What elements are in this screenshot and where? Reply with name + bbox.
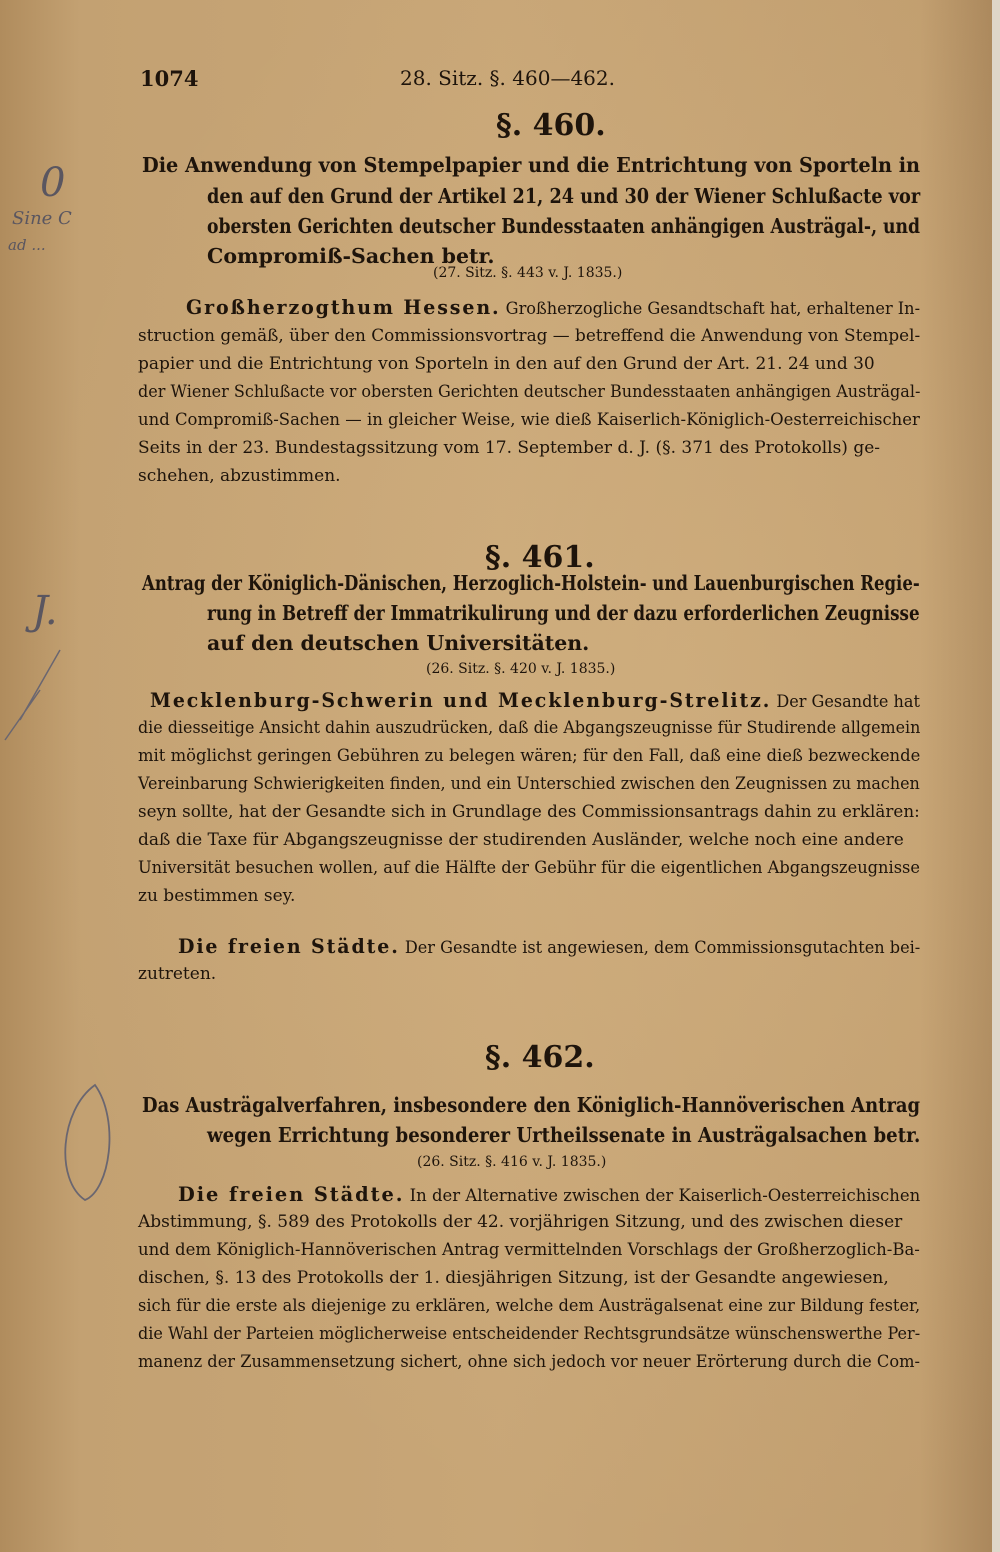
paragraph-line: Der Gesandte ist angewiesen, dem Commissionsgutachten bei- bbox=[404, 938, 921, 958]
speaker: Die freien Städte. bbox=[178, 934, 400, 958]
section-number: §. 462. bbox=[485, 1040, 595, 1075]
section-number: §. 460. bbox=[496, 108, 606, 143]
paragraph-first-line bbox=[150, 690, 920, 711]
speaker: Die freien Städte. bbox=[178, 1182, 405, 1206]
paragraph-line: sich für die erste als diejenige zu erklären, welche dem Austrägalsenat eine zur Bildung fester, bbox=[138, 1296, 921, 1316]
margin-note: ad ... bbox=[8, 236, 46, 254]
section-title-line: wegen Errichtung besonderer Urtheilssenate in Austrägalsachen betr. bbox=[207, 1123, 921, 1147]
page-number: 1074 bbox=[140, 66, 199, 91]
paragraph-line: zutreten. bbox=[138, 964, 217, 984]
paragraph-first-line bbox=[186, 297, 920, 318]
section-number: §. 461. bbox=[485, 540, 595, 575]
section-title-line: obersten Gerichten deutscher Bundesstaaten anhängigen Austrägal-, und bbox=[207, 214, 921, 238]
citation: (27. Sitz. §. 443 v. J. 1835.) bbox=[433, 265, 623, 281]
paragraph-line: In der Alternative zwischen der Kaiserlich-Oesterreichischen bbox=[409, 1186, 921, 1206]
paragraph-line: die Wahl der Parteien möglicherweise entscheidender Rechtsgrundsätze wünschenswerthe Per- bbox=[138, 1324, 921, 1344]
paragraph-line: mit möglichst geringen Gebühren zu belegen wären; für den Fall, daß eine dieß bezweckende bbox=[138, 746, 921, 766]
paragraph-line: zu bestimmen sey. bbox=[138, 886, 296, 906]
paragraph-line: dischen, §. 13 des Protokolls der 1. diesjährigen Sitzung, ist der Gesandte angewiesen, bbox=[138, 1268, 889, 1288]
speaker: Mecklenburg-Schwerin und Mecklenburg-Strelitz. bbox=[150, 688, 772, 712]
paragraph-line: Der Gesandte hat bbox=[776, 692, 920, 712]
section-title-line: rung in Betreff der Immatrikulirung und der dazu erforderlichen Zeugnisse bbox=[207, 601, 920, 625]
paragraph-line: Universität besuchen wollen, auf die Hälfte der Gebühr für die eigentlichen Abgangszeugnisse bbox=[138, 858, 920, 878]
section-title-line: auf den deutschen Universitäten. bbox=[207, 631, 590, 655]
section-title-line: den auf den Grund der Artikel 21, 24 und 30 der Wiener Schlußacte vor bbox=[207, 184, 921, 208]
paragraph-line: Vereinbarung Schwierigkeiten finden, und ein Unterschied zwischen den Zeugnissen zu machen bbox=[138, 774, 920, 794]
paragraph-line: seyn sollte, hat der Gesandte sich in Grundlage des Commissionsantrags dahin zu erklären: bbox=[138, 802, 920, 822]
section-title-line: Das Austrägalverfahren, insbesondere den Königlich-Hannöverischen Antrag bbox=[142, 1093, 921, 1117]
citation: (26. Sitz. §. 416 v. J. 1835.) bbox=[417, 1154, 607, 1170]
paragraph-line: der Wiener Schlußacte vor obersten Gerichten deutscher Bundesstaaten anhängigen Austrägal- bbox=[138, 382, 921, 402]
paragraph-line: und Compromiß-Sachen — in gleicher Weise, wie dieß Kaiserlich-Königlich-Oesterreichischer bbox=[138, 410, 920, 430]
citation: (26. Sitz. §. 420 v. J. 1835.) bbox=[426, 661, 616, 677]
paragraph-line: struction gemäß, über den Commissionsvortrag — betreffend die Anwendung von Stempel- bbox=[138, 326, 921, 346]
paragraph-line: schehen, abzustimmen. bbox=[138, 466, 341, 486]
paragraph-line: und dem Königlich-Hannöverischen Antrag vermittelnden Vorschlags der Großherzoglich-Ba- bbox=[138, 1240, 920, 1260]
paragraph-line: Seits in der 23. Bundestagssitzung vom 17. September d. J. (§. 371 des Protokolls) ge- bbox=[138, 438, 881, 458]
paragraph-line: daß die Taxe für Abgangszeugnisse der studirenden Ausländer, welche noch eine andere bbox=[138, 830, 904, 850]
section-title-line: Die Anwendung von Stempelpapier und die Entrichtung von Sporteln in bbox=[142, 153, 921, 177]
paragraph-line: Abstimmung, §. 589 des Protokolls der 42. vorjährigen Sitzung, und des zwischen dieser bbox=[138, 1212, 903, 1232]
running-head: 28. Sitz. §. 460—462. bbox=[400, 66, 615, 90]
paragraph-line: papier und die Entrichtung von Sporteln in den auf den Grund der Art. 21. 24 und 30 bbox=[138, 354, 875, 374]
speaker: Großherzogthum Hessen. bbox=[186, 295, 501, 319]
margin-note: 0 bbox=[40, 160, 66, 206]
paragraph-first-line bbox=[178, 936, 920, 957]
paragraph-line: die diesseitige Ansicht dahin auszudrücken, daß die Abgangszeugnisse für Studirende allgemein bbox=[138, 718, 921, 738]
page-edge bbox=[992, 0, 1000, 1552]
section-title-line: Compromiß-Sachen betr. bbox=[207, 244, 495, 268]
margin-note: Sine C bbox=[12, 208, 72, 229]
section-title-line: Antrag der Königlich-Dänischen, Herzoglich-Holstein- und Lauenburgischen Regie- bbox=[142, 571, 920, 595]
paragraph-line: Großherzogliche Gesandtschaft hat, erhaltener In- bbox=[505, 299, 921, 319]
paragraph-first-line bbox=[178, 1184, 920, 1205]
paragraph-line: manenz der Zusammensetzung sichert, ohne sich jedoch vor neuer Erörterung durch die Com- bbox=[138, 1352, 920, 1372]
margin-note: J. bbox=[32, 588, 58, 634]
